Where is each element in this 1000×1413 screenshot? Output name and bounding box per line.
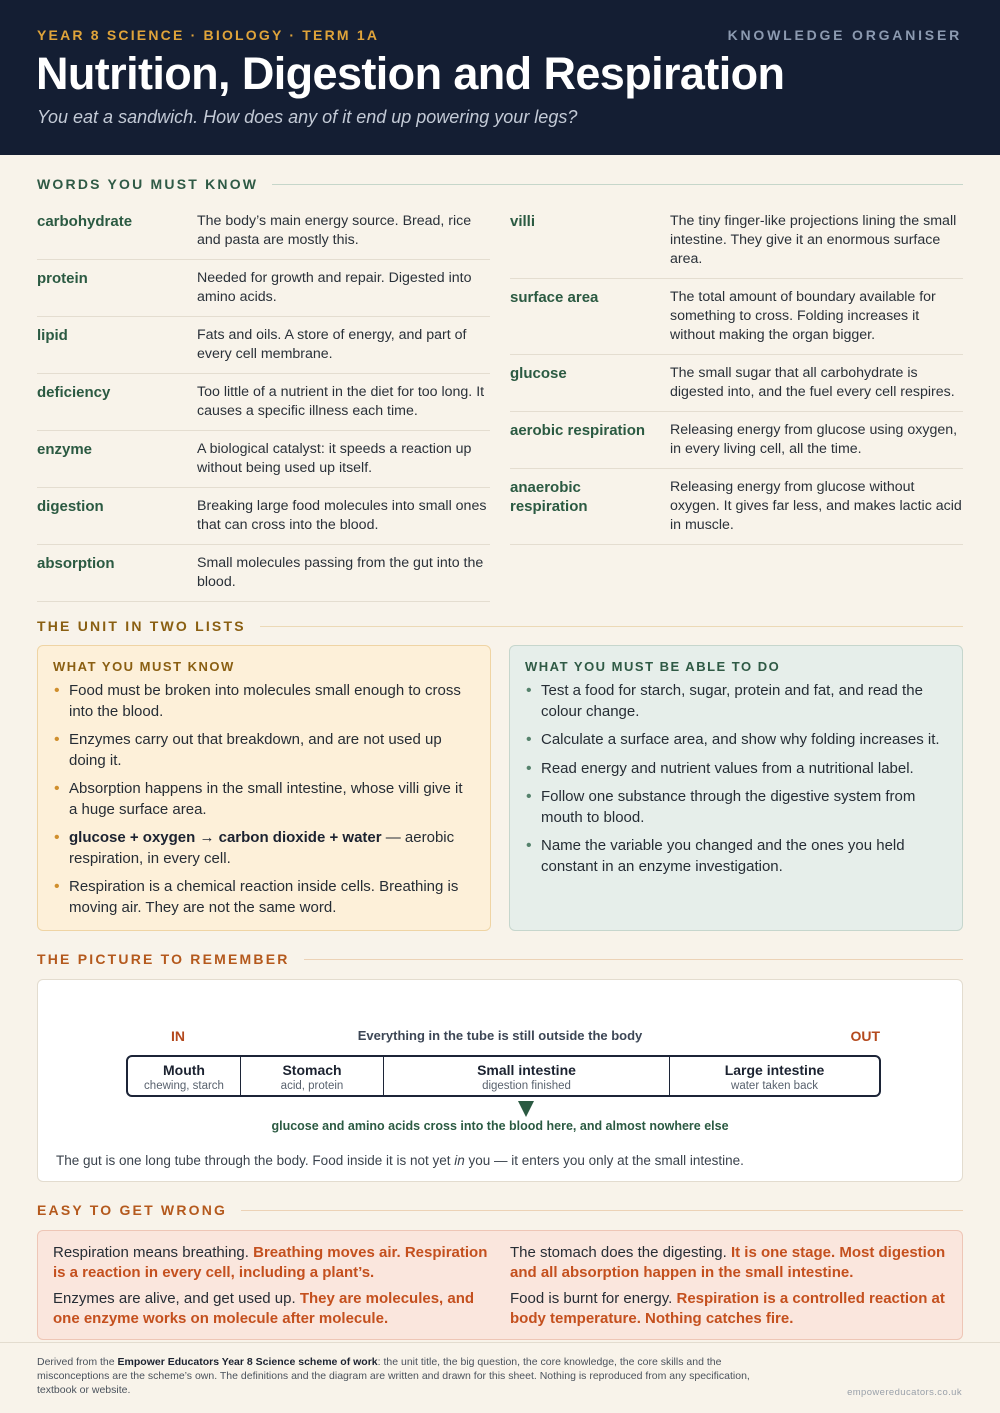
glossary-term: enzyme bbox=[37, 441, 93, 458]
list-item: • Test a food for starch, sugar, protein and fat, and read the colour change. bbox=[525, 681, 947, 722]
section-words-heading: WORDS YOU MUST KNOW bbox=[37, 174, 963, 194]
glossary-definition: Needed for growth and repair. Digested into amino acids. bbox=[197, 270, 472, 305]
glossary-term: aerobic respiration bbox=[510, 422, 646, 439]
glossary-definition: Fats and oils. A store of energy, and part of every cell membrane. bbox=[197, 327, 467, 362]
out-label: OUT bbox=[850, 1028, 880, 1044]
gut-tube-diagram bbox=[37, 979, 963, 1182]
must-know-title: WHAT YOU MUST KNOW bbox=[53, 659, 235, 674]
glossary-definition: The tiny finger-like projections lining the small intestine. They give it an enormous surface area. bbox=[670, 213, 957, 267]
misconception-item: Food is burnt for energy. Respiration is a controlled reaction at body temperature. Nothing catches fire. bbox=[510, 1290, 945, 1327]
glossary-definition: The small sugar that all carbohydrate is digested into, and the fuel every cell respires. bbox=[670, 365, 955, 400]
course-kicker: YEAR 8 SCIENCE · BIOLOGY · TERM 1A bbox=[37, 27, 380, 43]
glossary-definition: The body’s main energy source. Bread, rice and pasta are mostly this. bbox=[197, 213, 472, 248]
respiration-equation: glucose + oxygen → carbon dioxide + water bbox=[69, 829, 382, 846]
section-lists-heading: THE UNIT IN TWO LISTS bbox=[37, 616, 963, 636]
list-item: • Follow one substance through the digestive system from mouth to blood. bbox=[525, 787, 947, 828]
glossary-term: lipid bbox=[37, 327, 68, 344]
section-picture-heading: THE PICTURE TO REMEMBER bbox=[37, 949, 963, 969]
list-item: • Respiration is a chemical reaction inside cells. Breathing is moving air. They are not the same word. bbox=[53, 877, 475, 918]
glossary-row bbox=[37, 488, 490, 545]
segment-small-intestine: Small intestine digestion finished bbox=[384, 1057, 670, 1095]
misconceptions-right bbox=[510, 1243, 955, 1335]
glossary-row bbox=[37, 374, 490, 431]
glossary-term: anaerobic respiration bbox=[510, 479, 588, 515]
glossary-definition: Small molecules passing from the gut into the blood. bbox=[197, 555, 484, 590]
absorption-arrow-icon bbox=[518, 1101, 534, 1117]
must-know-list bbox=[53, 681, 475, 918]
glossary-term: glucose bbox=[510, 365, 567, 382]
segment-stomach: Stomach acid, protein bbox=[241, 1057, 384, 1095]
list-item: • Name the variable you changed and the ones you held constant in an enzyme investigation. bbox=[525, 836, 947, 877]
absorption-note: glucose and amino acids cross into the blood here, and almost nowhere else bbox=[271, 1119, 729, 1133]
glossary-term: carbohydrate bbox=[37, 213, 133, 230]
list-item: • Read energy and nutrient values from a nutritional label. bbox=[525, 759, 947, 780]
glossary-row bbox=[510, 355, 963, 412]
glossary-row bbox=[37, 545, 490, 602]
list-item: • glucose + oxygen → carbon dioxide + water — aerobic respiration, in every cell. bbox=[53, 828, 475, 869]
segment-large-intestine: Large intestine water taken back bbox=[724, 1062, 825, 1092]
glossary-definition: Releasing energy from glucose without oxygen. It gives far less, and makes lactic acid in muscle. bbox=[670, 479, 962, 533]
footer-attribution: Derived from the Empower Educators Year 8 Science scheme of work: the unit title, the big question, the core knowledge, the core skills and the misconceptions are the scheme’s own. The definitions and the diagram are written and drawn for this sheet. Nothing is reproduced from any specification, textbook or website. bbox=[37, 1356, 750, 1396]
outside-body-note: Everything in the tube is still outside the body bbox=[357, 1028, 643, 1043]
glossary-definition: A biological catalyst: it speeds a reaction up without being used up itself. bbox=[197, 441, 472, 476]
big-question: You eat a sandwich. How does any of it end up powering your legs? bbox=[37, 107, 578, 127]
diagram-caption: The gut is one long tube through the body. Food inside it is not yet in you — it enters you only at the small intestine. bbox=[56, 1153, 744, 1168]
footer-divider bbox=[0, 1342, 1000, 1343]
list-item: • Enzymes carry out that breakdown, and are not used up doing it. bbox=[53, 730, 475, 771]
glossary-row bbox=[37, 203, 490, 260]
page-title: Nutrition, Digestion and Respiration bbox=[36, 48, 785, 99]
glossary-row bbox=[510, 279, 963, 355]
list-item: • Food must be broken into molecules small enough to cross into the blood. bbox=[53, 681, 475, 722]
list-item: • Calculate a surface area, and show why folding increases it. bbox=[525, 730, 947, 751]
glossary-term: protein bbox=[37, 270, 88, 287]
section-wrong-heading: EASY TO GET WRONG bbox=[37, 1200, 963, 1220]
footer-website: empowereducators.co.uk bbox=[847, 1387, 962, 1398]
header-banner bbox=[0, 0, 1000, 155]
glossary-definition: The total amount of boundary available for something to cross. Folding increases it without making the organ bigger. bbox=[670, 289, 936, 343]
in-label: IN bbox=[171, 1028, 185, 1044]
misconceptions-left bbox=[53, 1243, 498, 1335]
able-to-do-title: WHAT YOU MUST BE ABLE TO DO bbox=[525, 659, 781, 674]
glossary-row bbox=[37, 431, 490, 488]
segment-mouth: Mouth chewing, starch bbox=[128, 1057, 241, 1095]
glossary-row bbox=[37, 317, 490, 374]
glossary-row bbox=[510, 412, 963, 469]
glossary-left-column bbox=[37, 203, 490, 602]
misconceptions-box bbox=[37, 1230, 963, 1340]
misconception-item: Enzymes are alive, and get used up. They are molecules, and one enzyme works on molecule after molecule. bbox=[53, 1290, 475, 1327]
glossary-definition: Too little of a nutrient in the diet for too long. It causes a specific illness each time. bbox=[197, 384, 485, 419]
glossary-row bbox=[37, 260, 490, 317]
glossary-term: deficiency bbox=[37, 384, 111, 401]
document-kind: KNOWLEDGE ORGANISER bbox=[727, 27, 962, 43]
able-to-do-box bbox=[509, 645, 963, 931]
glossary-row bbox=[510, 203, 963, 279]
misconception-item: The stomach does the digesting. It is one stage. Most digestion and all absorption happen in the small intestine. bbox=[510, 1244, 946, 1281]
glossary-definition: Releasing energy from glucose using oxygen, in every living cell, all the time. bbox=[670, 422, 958, 457]
glossary-row bbox=[510, 469, 963, 545]
glossary-right-column bbox=[510, 203, 963, 545]
glossary-term: surface area bbox=[510, 289, 599, 306]
glossary-definition: Breaking large food molecules into small ones that can cross into the blood. bbox=[197, 498, 487, 533]
glossary-term: villi bbox=[510, 213, 536, 230]
list-item: • Absorption happens in the small intestine, whose villi give it a huge surface area. bbox=[53, 779, 475, 820]
gut-tube bbox=[126, 1055, 881, 1097]
able-to-do-list bbox=[525, 681, 947, 877]
misconception-item: Respiration means breathing. Breathing moves air. Respiration is a reaction in every cell, including a plant’s. bbox=[53, 1244, 488, 1281]
must-know-box bbox=[37, 645, 491, 931]
glossary-term: absorption bbox=[37, 555, 115, 572]
glossary-term: digestion bbox=[37, 498, 104, 515]
